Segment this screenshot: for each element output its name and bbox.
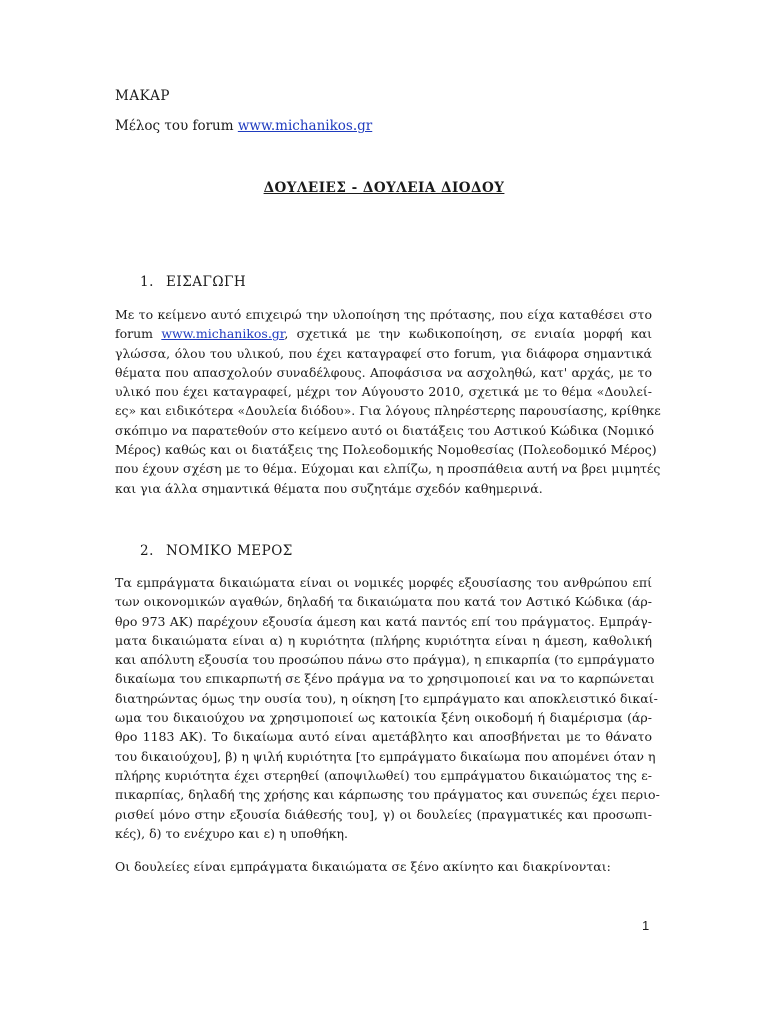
paragraph-line: θρο 973 ΑΚ) παρέχουν εξουσία άμεση και κατά παντός επί του πράγματος. Εμπράγ- <box>115 613 652 629</box>
paragraph-line: του δικαιούχου], β) η ψιλή κυριότητα [το εμπράγματο δικαίωμα που απομένει όταν η <box>115 748 656 764</box>
paragraph-line: σκόπιμο να παρατεθούν στο κείμενο αυτό οι διατάξεις του Αστικού Κώδικα (Νομικό <box>115 422 655 438</box>
paragraph-line: των οικονομικών αγαθών, δηλαδή τα δικαιώματα που κατά τον Αστικό Κώδικα (άρ- <box>115 594 652 610</box>
paragraph-line: Τα εμπράγματα δικαιώματα είναι οι νομικές μορφές εξουσίασης του ανθρώπου επί <box>115 575 652 590</box>
paragraph-line: υλικό που έχει καταγραφεί, μέχρι τον Αύγουστο 2010, σχετικά με το θέμα «Δουλεί- <box>115 384 652 400</box>
author-name: ΜΑΚΑΡ <box>115 88 170 104</box>
paragraph-line: δικαίωμα του επικαρπωτή σε ξένο πράγμα να το χρησιμοποιεί και να το καρπώνεται <box>115 671 655 687</box>
section-title: ΕΙΣΑΓΩΓΗ <box>166 274 247 290</box>
paragraph-line: ματα δικαιώματα είναι α) η κυριότητα (πλήρης κυριότητα είναι η άμεση, καθολική <box>115 632 652 648</box>
legal-part-paragraph <box>115 573 660 843</box>
inline-text: , σχετικά με την κωδικοποίηση, σε ενιαία μορφή και <box>284 326 652 342</box>
section-number: 2. <box>140 543 154 559</box>
page-number: 1 <box>642 918 650 933</box>
section-title: ΝΟΜΙΚΟ ΜΕΡΟΣ <box>166 543 293 559</box>
member-prefix: Μέλος του forum <box>115 118 234 134</box>
paragraph-line: και για άλλα σημαντικά θέματα που συζητάμε σχεδόν καθημερινά. <box>115 480 543 496</box>
paragraph-line: ωμα του δικαιούχου να χρησιμοποιεί ως κατοικία ξένη οικοδομή ή διαμέρισμα (άρ- <box>115 710 652 726</box>
paragraph-line: και απόλυτη εξουσία του προσώπου πάνω στο πράγμα), η επικαρπία (το εμπράγματο <box>115 652 655 668</box>
paragraph-line: Μέρος) καθώς και οι διατάξεις της Πολεοδομικής Νομοθεσίας (Πολεοδομικό Μέρος) <box>115 442 657 458</box>
servitudes-paragraph <box>115 857 652 876</box>
paragraph-line: θρο 1183 ΑΚ). Το δικαίωμα αυτό είναι αμετάβλητο και αποσβήνεται με το θάνατο <box>115 729 652 745</box>
paragraph-line <box>115 324 652 343</box>
paragraph-line: ες» και ειδικότερα «Δουλεία διόδου». Για λόγους πληρέστερης παρουσίασης, κρίθηκε <box>115 403 661 419</box>
section-number: 1. <box>140 274 154 290</box>
introduction-paragraph <box>115 305 661 498</box>
forum-link[interactable]: www.michanikos.gr <box>237 118 373 134</box>
paragraph-line: θέματα που απασχολούν συναδέλφους. Αποφάσισα να ασχοληθώ, κατ' αρχάς, με το <box>115 364 652 380</box>
inline-text: forum <box>115 326 154 342</box>
forum-link-inline[interactable]: www.michanikos.gr <box>161 326 285 342</box>
paragraph-line: κές), δ) το ενέχυρο και ε) η υποθήκη. <box>115 825 349 841</box>
paragraph-line: Με το κείμενο αυτό επιχειρώ την υλοποίηση της πρότασης, που είχα καταθέσει στο <box>115 307 652 322</box>
paragraph-line: πικαρπίας, δηλαδή της χρήσης και κάρπωσης του πράγματος και συνεπώς έχει περιο- <box>115 787 660 803</box>
document-title: ΔΟΥΛΕΙΕΣ - ΔΟΥΛΕΙΑ ΔΙΟΔΟΥ <box>263 180 505 196</box>
paragraph-line: ρισθεί μόνο στην εξουσία διάθεσής του], γ) οι δουλείες (πραγματικές και προσωπι- <box>115 806 652 822</box>
member-line <box>115 118 372 134</box>
paragraph-line: πλήρης κυριότητα έχει στερηθεί (αποψιλωθεί) του εμπράγματου δικαιώματος της ε- <box>115 767 652 783</box>
paragraph-line: Οι δουλείες είναι εμπράγματα δικαιώματα σε ξένο ακίνητο και διακρίνονται: <box>115 859 611 874</box>
paragraph-line: γλώσσα, όλου του υλικού, που έχει καταγραφεί στο forum, για διάφορα σημαντικά <box>115 345 652 361</box>
paragraph-line: διατηρώντας όμως την ουσία του), η οίκηση [το εμπράγματο και αποκλειστικό δικαί- <box>115 690 658 706</box>
section-heading-introduction <box>140 274 246 290</box>
paragraph-line: που έχουν σχέση με το θέμα. Εύχομαι και ελπίζω, η προσπάθεια αυτή να βρει μιμητές <box>115 461 661 477</box>
section-heading-legal-part <box>140 543 293 559</box>
